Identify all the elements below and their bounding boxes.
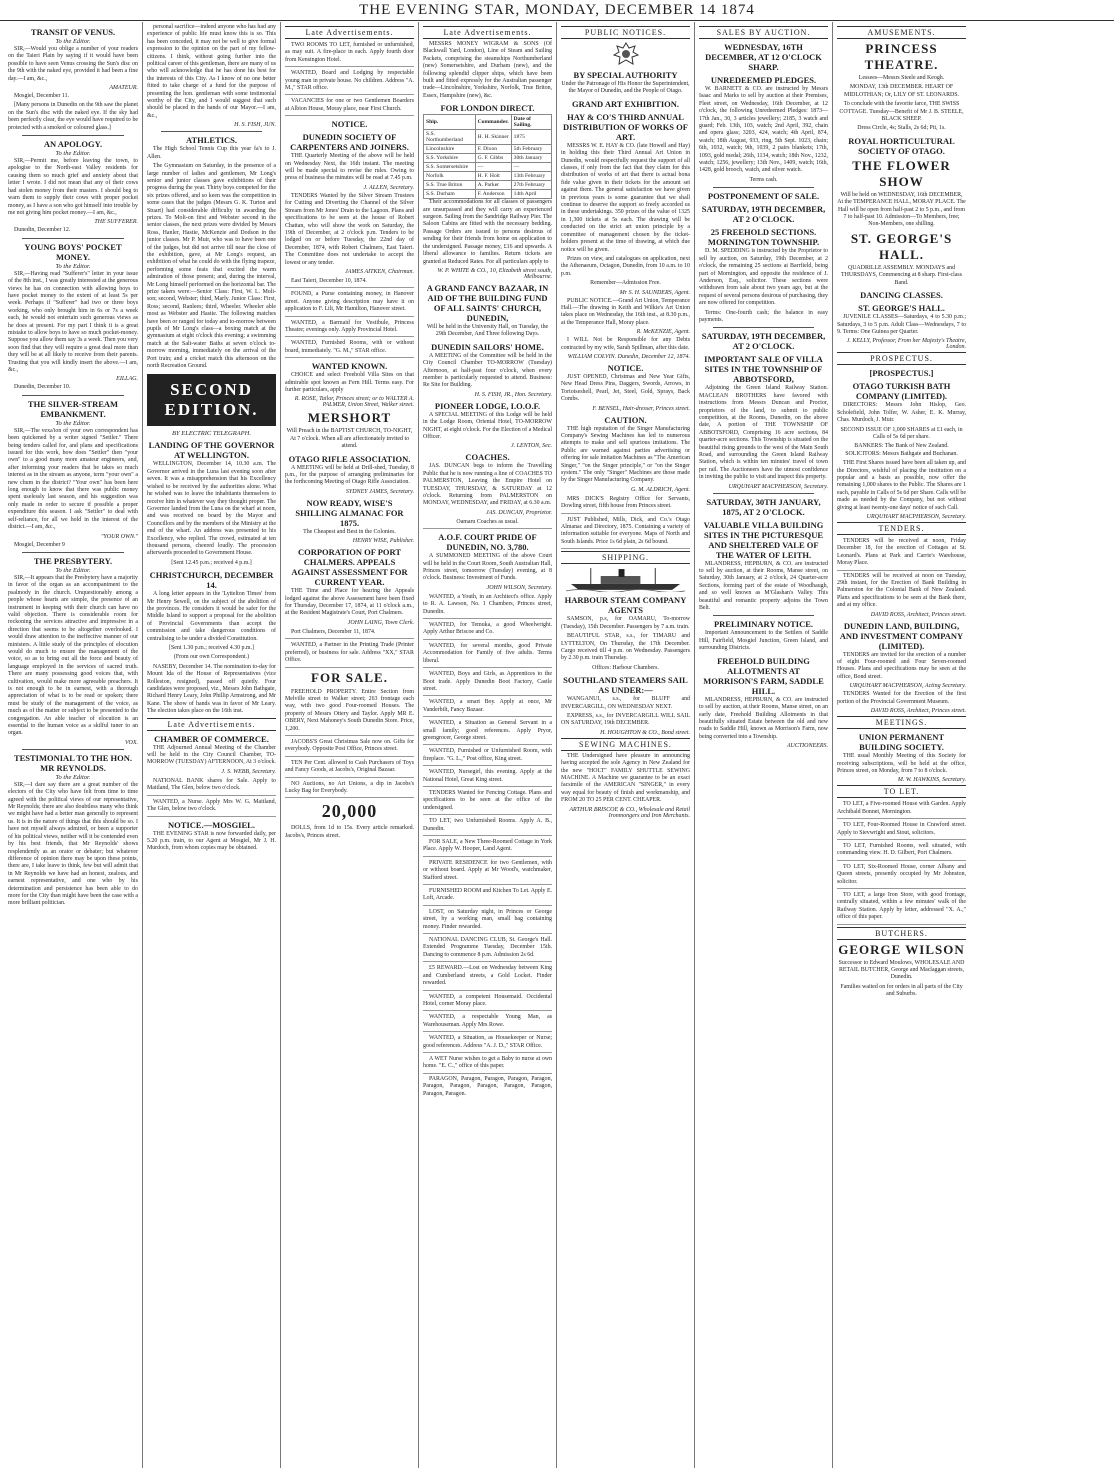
ad-body: Oamaru Coaches as usual.: [423, 518, 552, 529]
ad-display-title: MERSHORT: [307, 410, 392, 426]
telegram-note: [Sent 1.30 p.m.; received 4.30 p.m.]: [169, 645, 254, 651]
divider: [713, 493, 814, 494]
signature: J. S. WEBB, Secretary.: [221, 768, 276, 775]
ad-title: OTAGO RIFLE ASSOCIATION.: [288, 453, 411, 464]
ad-title: ST. GEORGE'S HALL.: [858, 303, 945, 314]
ad-body: Terms: One-fourth cash; the balance in easy payments.: [699, 309, 828, 323]
ad-title: DUNEDIN SOCIETY OF CARPENTERS AND JOINERS.: [290, 132, 409, 153]
ad-body: D. M. SPEDDING is instructed by the Proprietor to sell by auction, on Saturday, 19th December, at 2 o'clock, the remaining 25 sections at Barrfield, being part of Mornington, and opposite the residence of J. Anderson, Esq., solicitor. These sections were withdrawn from sale about two years ago, but at the request of several persons desirous of purchasing, they are now offered for competition.: [699, 248, 828, 307]
ad-body: WANTED, a Nurse. Apply Mrs W. G. Maitland, The Glen, below two o'clock.: [147, 798, 276, 817]
table-row: [424, 172, 552, 181]
column-7: [832, 22, 970, 1468]
ad-body: THE high reputation of the Singer Manufacturing Company's Sewing Machines has led to numerous attempts to make and sell spurious imitations. The Public are warned against parties advertising or offering for sale imitation Machines as "The American Singer," "on the Singer principle," or "on the Singer system." The only "Singer" Machines are those made by the Singer Manufacturing Company.: [561, 425, 690, 484]
table-cell: S.S. Northumberland: [424, 130, 476, 145]
ad-body: THE EVENING STAR is now forwarded daily, per 5.20 p.m. train, to our Agent at Mosgiel, Mr J. H. Murdoch, from whom copies may be obtained.: [147, 830, 276, 852]
article-subtitle: To the Editor.: [55, 419, 91, 427]
ad-title: HAY & CO'S THIRD ANNUAL DISTRIBUTION OF WORKS OF ART.: [563, 111, 688, 142]
ad-body: Prizes on view, and catalogues on application, next the Athenaeum, Octagon, Dunedin, from 10 a.m. to 10 p.m.: [561, 255, 690, 277]
ad-body: TO LET, Furnished Rooms, well situated, with commanding view. H. D. Gilbert, Port Chalmers.: [837, 842, 966, 861]
ad-title: FREEHOLD BUILDING ALLOTMENTS AT MORRISON'S FARM, SADDLE HILL.: [703, 655, 824, 696]
ad-title: GRAND ART EXHIBITION.: [572, 98, 679, 109]
letter-body: SIR,—Permit me, before leaving the town, to apologise to the North-east Valley residents for causing them so much grief and anxiety about that letter I wrote. I did not mean that any of their cows had stolen money from their masters. I should beg to warn them to supply their cows with proper pocket money, as I have a son who got himself into trouble by me not giving him pocket money.—I am, &c.,: [8, 158, 138, 216]
table-cell: 27th February: [511, 181, 551, 190]
signature: DAVID ROSS, Architect, Princes street.: [870, 611, 966, 618]
column-header: Ship.: [424, 115, 476, 130]
ad-body: MESSRS MONEY WIGRAM & SONS (Of Blackwall Yard, London), Line of Steam and Sailing Packets, comprising the steamships Northumberland (new) Somersetshire, and Durham (new), and the following splendid clipper ships, which have been built and fitted expressly for the Australian passenger trade—Lincolnshire, Yorkshire, Norfolk, True Briton, Essex, Hampshire (new), &c.: [423, 41, 552, 99]
ad-title: NOTICE.: [607, 362, 644, 373]
ad-body: THE Undersigned have pleasure in announcing having accepted the sole Agency in New Zealand for the new "HOLT" FAMILY SHUTTLE SEWING MACHINE. A Machine we guarantee to be an exact facsimile of the AMERICAN "SINGER," in every way equal for beauty of finish and workmanship, and FROM 20 TO 25 PER CENT. CHEAPER.: [561, 752, 690, 804]
table-cell: 13th February: [511, 172, 551, 181]
correspondent-note: (From our own Correspondent.): [173, 654, 250, 661]
table-cell: S.S. True Briton: [424, 181, 476, 190]
dateline: Port Chalmers, December 11, 1874.: [285, 628, 414, 639]
ad-body: NO Auctions, no Art Unions, a dip in Jacobs's Lucky Bag for Everybody.: [285, 780, 414, 799]
table-cell: Lincolnshire: [424, 145, 476, 154]
signature: DAVID ROSS, Architect, Princes street.: [870, 708, 966, 715]
ad-body: EXPRESS, s.s., for INVERCARGILL WILL SAIL ON SATURDAY, 19th DECEMBER.: [561, 712, 690, 727]
table-cell: —: [475, 163, 511, 172]
ad-body: Families waited on for orders in all parts of the City and Suburbs.: [840, 983, 963, 998]
section-header: TENDERS.: [837, 522, 966, 535]
ad-body: NATIONAL BANK shares for Sale. Apply to Maitland, The Glen, below two o'clock.: [147, 777, 276, 796]
signature: JAMES AITKEN, Chairman.: [345, 268, 414, 275]
ad-body: Will be held on WEDNESDAY, 16th DECEMBER, At the TEMPERANCE HALL, MORAY PLACE. The Hall will be open from half-past 2 to 5 p.m., and from 7 to half-past 10. Admission—To Members, free; Non-Members, one shilling.: [837, 191, 966, 228]
ad-body: TWO ROOMS TO LET, furnished or unfurnished, as may suit. A fire-place in each. Apply fourth door from Kensington Hotel.: [285, 41, 414, 67]
newspaper-columns: [4, 22, 1110, 1468]
ad-body: TO LET, a Five-roomed House with Garden. Apply Archibald Bonnet, Mornington.: [837, 800, 966, 819]
ad-body: TO LET, Six-Roomed House, corner Albany and Queen streets, presently occupied by Mr Johnston, solicitor.: [837, 863, 966, 889]
ad-body: WANTED, a competent Housemaid. Occidental Hotel, corner Moray place.: [423, 993, 552, 1012]
signature: H. S. FISH, JUN.: [234, 122, 276, 129]
signature: THE SUFFERER.: [94, 219, 138, 226]
ad-title: NOTICE.: [331, 119, 368, 130]
ad-title: A GRAND FANCY BAZAAR, IN AID OF THE BUILDING FUND OF ALL SAINTS' CHURCH, DUNEDIN,: [426, 282, 549, 323]
signature: VOX.: [125, 739, 138, 746]
signature: JOHN WILSON, Secretary.: [486, 584, 552, 591]
ad-body: WANTED, a Situation, as Housekeeper or Nurse; good references. Address "A. J. D.," STAR Office.: [423, 1034, 552, 1053]
ad-body: Important Announcement to the Settlers of Saddle Hill, Fairfield, Mosgiel Junction, Green Island, and surrounding Districts.: [699, 630, 828, 652]
article-body: The High School Tennis Cup this year fa's to J. Allen.: [147, 146, 276, 160]
table-cell: 30th January: [511, 154, 551, 163]
signature: R. McKENZIE, Agent.: [636, 329, 690, 336]
dateline: Mosgiel, December 11.: [14, 93, 70, 100]
masthead: [0, 0, 1114, 21]
ad-title: CORPORATION OF PORT CHALMERS. APPEALS AGAINST ASSESSMENT FOR CURRENT YEAR.: [291, 547, 408, 588]
divider: [22, 395, 124, 396]
section-header: BUTCHERS.: [837, 927, 966, 940]
column-header: Commander.: [475, 115, 511, 130]
table-cell: F. Dixon: [475, 145, 511, 154]
ad-title: DANCING CLASSES.: [860, 290, 943, 301]
article-title: TRANSIT OF VENUS.: [30, 27, 116, 37]
ad-body: THE First Shares issued have been all taken up, and the Directors, wishful of placing the institution on a popular and a basis as possible, now offer the remaining 1,000 shares to the Public. The Shares are 1 each, payable in Calls of 5s 6d per Share. Calls will be made as needed by the Company, but not without giving at least twenty-one days' notice of such Call.: [837, 460, 966, 511]
ad-body: A SPECIAL MEETING of this Lodge will be held in the Lodge Room, Oriental Hotel, TO-MORROW NIGHT, at eight o'clock. For the Election of a Medical Officer.: [423, 411, 552, 440]
letter-body: SIR,—It appears that the Presbytery have a majority in favor of the organ as an accompaniment to the psalmody in the church. Unquestionably among a people whose hearts are simple, the presence of an instrument in keeping with their church can have no valid objection. There is considerable room for reckoning the services attractive and impressive in a direction that seems to be altogether overlooked. I would draw attention to the ineffective manner of our ministers. A little study of the principles of elocution would do much to ensure the management of the voice, so as to bring out all the force and beauty of language employed in the services of sacred truth. There are many possessing good voices that, with cultivation, would make more agreeable preachers. It is not enough to be in earnest, with a thorough appreciation of what is to be read or spoken; there must be study of the management of the voice, as much as of the matter or subject to be presented to the congregation. An able teacher of elocution is an essential to the human voice as a skilful tuner to an organ.: [8, 574, 138, 737]
ad-body: WANTED, a Partner in the Printing Trade (Printer preferred), or business for sale. Address "XX," STAR Office.: [285, 641, 414, 667]
signature: AMATEUR.: [109, 85, 138, 92]
ad-display-title: THE FLOWER SHOW: [852, 157, 951, 189]
section-header: AMUSEMENTS.: [837, 26, 966, 39]
column-6: [694, 22, 832, 1468]
article-title: THE PRESBYTERY.: [33, 555, 113, 566]
ad-title: PIONEER LODGE, I.O.O.F.: [434, 400, 541, 411]
ad-body: FURNISHED ROOM and Kitchen To Let. Apply E. Loft, Arcade.: [423, 887, 552, 906]
ad-body: Remember—Admission Free.: [590, 280, 661, 287]
ad-title: SATURDAY, 19TH DECEMBER, AT 2 O'CLOCK.: [701, 331, 826, 352]
ad-display-title: PRINCESS THEATRE.: [864, 41, 939, 72]
column-4: [418, 22, 556, 1468]
ad-body: THE Adjourned Annual Meeting of the Chamber will be held in the City Council Chamber, TO-MORROW (TUESDAY) AFTERNOON, At 3 o'clock.: [147, 744, 276, 766]
signature: J. KELLY, Professor, From her Majesty's Theatre, London.: [846, 338, 966, 351]
ad-body: TO LET, a large Iron Store, with good frontage, centrally situated, within a few minutes' walk of the Railway Station. Apply by letter, addressed "X. A.," office of this paper.: [837, 891, 966, 925]
signature: WILLIAM COLVIN. Dunedin, December 12, 1874.: [567, 353, 690, 360]
ad-body: SECOND ISSUE OF 1,000 SHARES at £1 each, in Calls of 5s 6d per share.: [840, 426, 963, 440]
ad-display-number: 20,000: [321, 801, 378, 822]
divider: [713, 187, 814, 188]
ad-display-title: GEORGE WILSON: [838, 941, 965, 957]
ad-body: WANTED, for several months, good Private Accommodation for Family of five adults. Terms liberal.: [423, 642, 552, 668]
ad-body: TEN Per Cent. allowed to Cash Purchasers of Toys and Fancy Goods, at Jacobs's, Original Bazaar.: [285, 759, 414, 778]
ad-body: MRS DICK'S Registry Office for Servants, Dowling street, fifth house from Princes street.: [561, 495, 690, 514]
article-subtitle: To the Editor.: [55, 773, 91, 781]
ad-title: FOR LONDON DIRECT.: [440, 103, 535, 114]
ad-body: WANTED, a Situation as General Servant in a small family; good references. Apply Pryor, greengrocer, George street.: [423, 719, 552, 745]
table-header-row: [424, 115, 552, 130]
ad-title: ROYAL HORTICULTURAL SOCIETY OF OTAGO.: [848, 135, 955, 156]
signature: URQUHART MACPHERSON, Acting Secretary.: [849, 683, 966, 690]
ad-body: QUADRILLE ASSEMBLY. MONDAYS and THURSDAYS, Commencing at 8 sharp. First-class Band.: [840, 264, 963, 286]
article-subtitle: To the Editor.: [55, 566, 91, 574]
ad-body: THE usual Monthly Meeting of this Society for receiving subscriptions, will be held at the office, Princes street, on Monday, from 7 to 8 o'clock.: [837, 753, 966, 774]
table-cell: 5th February: [511, 145, 551, 154]
ad-body: To conclude with the favorite farce, THE SWISS COTTAGE. Tuesday—Benefit of Mr J. B. STEELE, BLACK SHEEP.: [839, 101, 964, 123]
sailing-table: [423, 114, 552, 199]
table-cell: S.S. Yorkshire: [424, 154, 476, 163]
dateline: Mosgiel, December 9: [14, 541, 65, 548]
editor-note: [Many persons in Dunedin on the 9th saw the planet on the Sun's disc with the naked eye. If the sky had been perfectly clear, the eye would have required to be protected with a smoked or coloured glass.]: [8, 102, 138, 131]
signature: AUCTIONEERS.: [786, 743, 828, 750]
ad-body: JUST Published, Mills, Dick, and Co.'s Otago Almanac and Directory, 1875. Containing a variety of information suitable for everyone. Maps of North and South Islands. Price 1s 6d plain, 2s 6d bound.: [561, 516, 690, 550]
divider: [161, 131, 262, 132]
table-cell: G. F. Gibbs: [475, 154, 511, 163]
ad-title: UNION PERMANENT BUILDING SOCIETY.: [858, 732, 945, 753]
ad-title: SOUTHLAND STEAMERS SAIL AS UNDER:—: [563, 675, 688, 696]
divider: [713, 327, 814, 328]
letter-body: personal sacrifice—indeed anyone who has had any experience of public life must know this is so. This has been conceded, it may not be well to give formal expression to the opinion on the part of my fellow-citizens. I think, without going further into the political career of this gentleman, there are many of us who will acknowledge that he has done his best for the interests of this City. As I know of no one better fitted to take charge of a fund for the purpose of presenting the hon. gentleman with some testimonial worthy of the City, and I would suggest that such should be placed in the hands of our Mayor.—I am, &c.,: [147, 24, 276, 119]
ad-body: TENDERS are invited for the erection of a number of eight Four-roomed and Four Seven-roomed Houses. Plans and specifications may be seen at the office, Bond street.: [837, 651, 966, 680]
section-header: SALES BY AUCTION.: [699, 26, 828, 39]
divider: [22, 749, 124, 750]
ad-body: FOR SALE, a New Three-Roomed Cottage in York Place. Apply W. Hooper, Land Agent.: [423, 838, 552, 857]
ad-title: IMPORTANT SALE OF VILLA SITES IN THE TOWNSHIP OF ABBOTSFORD,: [704, 354, 823, 385]
ad-body: Will be held in the University Hall, on Tuesday, the 29th December, And Three following Days.: [426, 323, 549, 338]
signature: "YOUR OWN.": [100, 533, 138, 540]
table-cell: 14th April: [511, 190, 551, 199]
column-header: Date of Sailing.: [511, 115, 551, 130]
table-cell: F. Anderson: [475, 190, 511, 199]
ad-body: TENDERS will be received at noon on Tuesday, 29th instant, for the Erection of Bank Building in Palmerston for the Colonial Bank of New Zealand. Plans and specifications to be seen at the Bank there, and at my office.: [837, 572, 966, 609]
ad-body: PARAGON, Paragon, Paragon, Paragon, Paragon, Paragon, Paragon, Paragon, Paragon, Paragon, Paragon, Paragon.: [423, 1075, 552, 1097]
ad-body: TENDERS will be received at noon, Friday December 18, for the erection of Cottages at St. Leonard's. Plans at Park and Carrie's Warehouse, Moray Place.: [837, 537, 966, 571]
ad-body: TENDERS Wanted by the Silver Stream Trustees for Cutting and Diverting the Channel of the Silver Stream from Mr Jones' Drain to the Lagoon. Plans and specifications to be seen at the house of Robert Chattan, who will show the work on Saturday, the 19th of December, at 2 o'clock p.m. Tenders to be lodged on or before Tuesday, the 22nd day of December, 1874, with Robert Chalmers, East Taieri. The Committee does not undertake to accept the lowest or any tender.: [285, 192, 414, 266]
ad-body: FREEHOLD PROPERTY. Entire Section from Melville street to Walker street; 263 frontage each way, with two good Four-roomed Houses. The property of Messrs Ottery and Taylor. Apply MR E. OBERY, Next Mahoney's South Dunedin Store. Price, 1,200.: [285, 688, 414, 736]
table-cell: —: [511, 163, 551, 172]
section-header: SEWING MACHINES.: [561, 738, 690, 751]
ad-body: W. BARNETT & CO. are instructed by Messrs Isaac and Marks to sell by auction at their Premises, Fleet street, on Wednesday, 16th December, at 12 o'clock, the following Unredeemed Pledges: 1873—17th Jan., 30, 3 articles jewellery; 2185, 3 watch and guard; Feb. 13th, 103, watch; 2nd April, 392, chain and opera glass; 3203, 424, watch; 4th April, 874, watch; 18th August, 933, ring, 5th Sept. 1023, chain; 6th, 1032, watch; 9th, 1039, 2 pairs blankets; 17th, 1093, gold medal; 26th, 1134, watch; 18th Nov., 1232, watch; 1256, jewellery; 13th Nov., 1409, watch; 16th, 1428, gold brooch, watch, and silver watch.: [699, 86, 828, 174]
ad-body: CHOICE and select Freehold Villa Sites on that admirable spot known as Fern Hill. Terms easy. For further particulars, apply: [285, 372, 414, 393]
ad-body: MESSRS W. E. HAY & CO. (late Howell and Hay) in holding this their Third Annual Art Union in Dunedin, would respectfully request the support of all classes, if only from the fact that they claim for this distribution of works of art that there is actual bona fide value given in their tickets for the amount set against them. The general satisfaction we have given in previous years is some guarantee that we shall continue to deserve the support so freely accorded us in these undertakings. 350 prizes of the value of 1325 in 1,300 tickets at 5s each. The drawing will be conducted on the strict art union principle by a committee of management chosen by the ticket-holders present at the time of drawing, at which due notice will be given.: [561, 142, 690, 253]
ad-body: Lessees—Messrs Steele and Keogh.: [858, 75, 945, 81]
telegram-note: [Sent 12.45 p.m.; received 4 p.m.]: [171, 559, 252, 566]
masthead-title: THE EVENING STAR, MONDAY, DECEMBER 14 1874: [359, 2, 755, 18]
section-header: MEETINGS.: [837, 716, 966, 729]
article-title: TESTIMONIAL TO THE HON. MR REYNOLDS.: [13, 752, 133, 773]
ad-body: DIRECTORS: Messrs John Hislop, Geo. Scholefield, John Tolfer, W. Asher, E. K. Murray, Chas. Murdoch, J. Muir.: [837, 402, 966, 424]
ad-body: Will Preach in the BAPTIST CHURCH, TO-NIGHT, At 7 o'clock. When all are affectionately invited to attend.: [286, 428, 413, 450]
ad-body: A WET Nurse wishes to get a Baby to nurse at own home. "E. C.," office of this paper.: [423, 1055, 552, 1074]
ad-title: SATURDAY, 19TH DECEMBER, AT 2 O'CLOCK.: [701, 204, 826, 225]
ad-title: A.O.F. COURT PRIDE OF DUNEDIN, NO. 3,780.: [438, 532, 537, 553]
ad-body: PUBLIC NOTICE.—Grand Art Union, Temperance Hall.—The drawing in Keith and Wilkie's Art Union takes place on Wednesday, the 16th inst., at 8.30 p.m., at the Temperance Hall, Moray place.: [561, 297, 690, 326]
table-cell: H. H. Skinner: [475, 130, 511, 145]
ad-body: WANTED, a smart Boy. Apply at once, Mr Vanderbilt, Fancy Bazaar.: [423, 698, 552, 717]
signature: R. ROSE, Tailor, Princes street; or to WALTER A. PALMER, Union Street, Walker street.: [294, 396, 414, 409]
section-header: Late Advertisements.: [147, 718, 276, 731]
article-body: The Gymnasium on Saturday, in the presence of a large number of ladies and gentlemen, Mr Long's senior and junior classes gave exhibitions of their progress during the year. Thirty boys competed for the six prizes offered, and so keen was the competition in some cases that the judges (Messrs G. K. Turton and Stuart) had considerable difficulty in awarding the prizes. To Moli-on first and Webster second in the senior classes, the next prizes were divided by Messrs Ross, Hanler, Hastie, McKenzie and Dodson in the junior classes. Mr P. Muir, who was to have been one of the judges, but did not arrive till near the close of the exhibition, gave, at Mr Long's request, an exhibition of what he could do with the flying trapeze, performing some feats that excited the warm admiration of those present; and, during the interval, Mr Long himself performed on the horizontal bar. The prize takers were:—Senior Class: First, W. L. Moli-son; second, Webster; third, Marly. Junior Class: First, Ross; second, Ranlees; third, Wheeler. Wheeler able most as Webster and Hastie. The following matches have been or ranged for today and to-morrow between pupils of Mr Long's class—a boxing match at the gymnasium at eight o'clock this evening; a swimming match at the Salt-water Baths at seven o'clock to-morrow morning, immediately on the arrival of the Port train; and a cricket match this afternoon on the north Recreation Ground.: [147, 163, 276, 370]
ad-body: TO LET, two Unfurnished Rooms. Apply A. B., Dunedin.: [423, 817, 552, 836]
signature: J. LENTON, Sec.: [510, 443, 552, 450]
ad-body: TENDERS Wanted for Fencing Cottage. Plans and specifications to be seen at the office of the undersigned.: [423, 789, 552, 815]
second-edition-banner: SECOND EDITION.: [147, 374, 276, 426]
ad-title: [PROSPECTUS.]: [869, 368, 934, 379]
ad-body: SAMSON, p.s, for OAMARU, To-morrow (Tuesday), 15th December. Passengers by 7 a.m. train.: [561, 616, 690, 630]
divider: [22, 552, 124, 553]
signature: HENRY WISE, Publisher.: [352, 538, 414, 545]
dateline: Dunedin, December 10.: [14, 384, 71, 391]
ad-title: DUNEDIN SAILORS' HOME.: [431, 341, 544, 352]
ad-title: OTAGO TURKISH BATH COMPANY (LIMITED).: [852, 381, 951, 402]
ad-title: 25 FREEHOLD SECTIONS. MORNINGTON TOWNSHIP.: [707, 227, 820, 248]
ad-body: Offices: Harbour Chambers.: [592, 664, 659, 671]
ad-body: Dress Circle, 4s; Stalls, 2s 6d; Pit, 1s.: [857, 125, 946, 132]
signature: M. W. HAWKINS, Secretary.: [897, 777, 966, 784]
table-cell: Norfolk: [424, 172, 476, 181]
signature: Mr S. H. SAUNDERS, Agent.: [619, 289, 690, 296]
table-row: [424, 163, 552, 172]
telegram-body: A long letter appears in the 'Lyttelton Times' from Mr Henry Sewell, on the subject of the abolition of the provinces. He considers it would be safer for the Middle Island to support a proposal for the abolition of Provincial Governments than accept the commission and take dangerous conditions of centralising to be under a divided Constitution.: [147, 591, 276, 642]
column-1: [4, 22, 142, 1468]
signature: EILLAG.: [116, 376, 138, 383]
article-title: ATHLETICS.: [185, 135, 238, 146]
ad-body: THE Quarterly Meeting of the above will be held on Wednesday Next, the 16th instant. The meeting will be made special to revise the rules. Owing to press of business the minutes will be read at 7.45 p.m.: [285, 153, 414, 182]
table-row: [424, 145, 552, 154]
ad-body: A MEETING will be held at Drill-shed, Tuesday, 8 p.m., for the purpose of arranging preliminaries for the forthcoming Meeting of Otago Rifle Association.: [285, 464, 414, 486]
ad-body: WANGANUI, s.s., for BLUFF and INVERCARGILL, ON WEDNESDAY NEXT.: [561, 696, 690, 710]
ad-body: THE Time and Place for hearing the Appeals lodged against the above Assessment have been fixed for Thursday, December 17, 1874, at 11 o'clock a.m., at the Resident Magistrate's Court, Port Chalmers.: [285, 588, 414, 617]
ad-title: WANTED KNOWN.: [311, 361, 388, 372]
ad-title: DUNEDIN LAND, BUILDING, AND INVESTMENT COMPANY (LIMITED).: [839, 620, 964, 651]
ad-body: WANTED, Furnished Rooms, with or without board, immediately. "G. M.," STAR office.: [285, 339, 414, 358]
ad-body: WANTED, a Barmaid for Vestibule, Princess Theatre; evenings only. Apply Provincial Hotel.: [285, 319, 414, 338]
ad-body: Terms cash.: [749, 176, 778, 183]
ad-title: SATURDAY, 30TH JANUARY, 1875, AT 2 O'CLOCK.: [706, 496, 821, 517]
byline: BY ELECTRIC TELEGRAPH.: [172, 430, 251, 438]
ad-body: DOLLS, from 1d to 15s. Every article remarked. Jacobs's, Princes street.: [285, 825, 414, 839]
ad-title: UNREDEEMED PLEDGES.: [710, 75, 817, 85]
dateline: East Taieri, December 10, 1874.: [285, 277, 414, 288]
ad-title: WEDNESDAY, 16TH DECEMBER, AT 12 O'CLOCK SHARP.: [705, 42, 822, 72]
article-subtitle: To the Editor.: [55, 150, 91, 158]
ad-title: HARBOUR STEAM COMPANY AGENTS: [564, 595, 687, 616]
ad-body: WANTED, Boys and Girls, as Apprentices to the Boot trade. Apply Dunedin Boot Factory, Castle street.: [423, 670, 552, 696]
table-cell: S.S. Durham: [424, 190, 476, 199]
signature: F. BENSEL, Hair-dresser, Princes street.: [592, 405, 690, 412]
divider: [22, 135, 124, 136]
ad-body: BANKERS: The Bank of New Zealand. SOLICITORS: Messrs Bathgate and Buchanan.: [845, 443, 958, 457]
ad-body: WANTED, Nursegirl, this evening. Apply at the National Hotel, Great King street.: [423, 768, 552, 787]
letter-body: SIR,—I dare say there are a great number of the electors of the City who have felt from time to time agreed with the political views of our representative, Mr Reynolds; there are also doubtless many who think we might have had a better man generally to represent us. It is in the nature of things that this should be so. I have not myself always admired, or been a supporter of his political views, neither will it be contended even by his best friends, that Mr Reynolds' shows resplendently as an orator or debater; but whatever difference of opinion there may be upon these points, there are, I take leave to think, few but will admit that in Mr Reynolds we have had an honest, zealous, and earnest representative, and one who by his determination and persistence has been able to do more for the City than might have been the case with a more brilliant politician.: [8, 781, 138, 907]
ad-display-title: ST. GEORGE'S HALL.: [850, 230, 953, 262]
ad-body: FOUND, a Purse containing money, in Hanover street. Anyone giving description may have it on application to F. Lilt, Mr Hamilton, Hanover street.: [285, 290, 414, 316]
signature: JAS. DUNCAN, Proprietor.: [486, 509, 552, 516]
steamship-icon: [561, 566, 690, 592]
table-row: [424, 190, 552, 199]
section-header: SHIPPING.: [561, 551, 690, 564]
ad-title: CAUTION.: [604, 414, 647, 425]
ad-body: JAS. DUNCAN begs to inform the Travelling Public that he is now running a line of COACHES TO PALMERSTON, Leaving the Empire Hotel on TUESDAY, THURSDAY, & SATURDAY at 12 o'clock. Returning from PALMERSTON on MONDAY, WEDNESDAY, and FRIDAY, at 6.30 a.m.: [423, 463, 552, 507]
ad-body: Successor to Edward Moulows, WHOLESALE AND RETAIL BUTCHER, George and Maclaggan streets, Dunedin.: [838, 959, 965, 981]
ad-body: The Cheapest and Best in the Colonies.: [303, 528, 396, 535]
ad-body: Under the Patronage of His Honor the Superintendent, the Mayor of Dunedin, and the People of Otago.: [561, 81, 690, 95]
article-title: THE SILVER-STREAM EMBANKMENT.: [27, 398, 119, 419]
signature: G. M. ALDRICH, Agent.: [631, 486, 690, 493]
ad-body: WANTED, Furnished or Unfurnished Room, with fireplace. "G. L.," Post office, King street.: [423, 747, 552, 766]
ad-body: JUST OPENED, Christmas and New Year Gifts, New Head Dress Pins, Daggers, Swords, Arrows, in Tortoiseshell, Pearl, Jet, Steel, Gold, Sprays, Back Combs.: [561, 373, 690, 403]
ad-body: TENDERS Wanted for the Erection of the first portion of the Provincial Government Museum.: [837, 691, 966, 705]
ad-body: Adjoining the Green Island Railway Station. MACLEAN BROTHERS have favored with instructions from Messrs Duncan and Proctor, proprietors of the land, to submit to public competition, at the Rooms, Dunedin, on the above date, A portion of THE TOWNSHIP OF ABBOTSFORD, Comprising 16 acre sections, 84 quarter-acre sections. This Township is situated on the beautiful rising grounds to the west of the Main South Road, and surrounding the Green Island Railway Station, which is within ten minutes' travel of town per rail. The Auctioneers have the utmost confidence in inviting the public to visit and inspect this property.: [699, 385, 828, 481]
ad-body: A MEETING of the Committee will be held in the City Council Chamber TO-MORROW (Tuesday) Afternoon, at half-past four o'clock, when every member is particularly requested to attend. Business: Re Site for Building.: [423, 352, 552, 389]
article-title: LANDING OF THE GOVERNOR AT WELLINGTON.: [148, 440, 275, 461]
ad-body: WANTED, for Temuka, a good Wheelwright. Apply Arthur Briscoe and Co.: [423, 621, 552, 640]
ad-body: Their accommodations for all classes of passengers are unsurpassed and they will carry an experienced surgeon. Sailing from the Sandridge Railway Pier. The Saloon Cabins are fitted with the necessary bedding. Passage Orders are issued to persons desirous of sending for their friends from home on application to the undersigned. Passage money, £16 and upwards. A liberal allowance to families. Return tickets are granted at Reduced Rates. For all particulars apply to: [423, 199, 552, 265]
ad-title: COACHES.: [465, 452, 510, 463]
ad-body: WANTED, a Youth, in an Architect's office. Apply to R. A. Lawson, No. 1 Chambers, Princes street, Dunedin.: [423, 593, 552, 619]
table-cell: 1875: [511, 130, 551, 145]
ad-display-title: FOR SALE.: [311, 669, 388, 685]
section-header: Late Advertisements.: [285, 26, 414, 39]
signature: H. S. FISH, JR., Hon. Secretary.: [474, 391, 552, 398]
ad-body: A SUMMONED MEETING of the above Court will be held in the Court Room, South Australian Hall, Princes street, tomorrow (Tuesday) evening, at 8 o'clock. Business: Investment of Funds.: [423, 553, 552, 582]
table-cell: H. F. Holt: [475, 172, 511, 181]
ad-body: JACOBS'S Great Christmas Sale now on. Gifts for everybody. Opposite Post Office, Princes street.: [285, 738, 414, 757]
ad-title: BY SPECIAL AUTHORITY: [573, 70, 678, 80]
ad-body: WANTED, Board and Lodging by respectable young man in private house. No children. Address "A. M.," STAR office.: [285, 69, 414, 95]
divider: [22, 238, 124, 239]
section-header: TO LET.: [837, 785, 966, 798]
ad-body: MLANDRESS, HEPBURN, & CO. are instructed to sell by auction, at their Rooms, Manse street, on an early date, Freehold Building Allotments in that beautifully situated Estate between the old and new roads to Saddle Hill, known as Morrison's Farm, now being converted into a Township.: [699, 696, 828, 740]
signature: JOHN LAING, Town Clerk.: [347, 619, 414, 626]
table-cell: A. Parker: [475, 181, 511, 190]
telegram-body: WELLINGTON, December 14, 10.30 a.m. The Governor arrived in the Luna last evening soon after seven. It was a misapprehension that his Excellency wished to be received by the authorities alone. What he wished was to leave the inhabitants themselves to receive him in whatever way they thought proper. The Governor landed from the Luna on the wharf at noon, and was received on board by the Mayor and Councillors and by the members of the Ministry at the end of the wharf. An address was presented to his Excellency, who replied. The crowd, estimated at ten thousand persons, cheered loudly. The procession afterwards proceeded to Government House.: [147, 461, 276, 557]
ad-title: NOW READY, WISE'S SHILLING ALMANAC FOR 1875.: [295, 497, 404, 528]
article-subtitle: To the Editor.: [55, 262, 91, 270]
article-title: YOUNG BOYS' POCKET MONEY.: [24, 241, 122, 262]
section-header: PROSPECTUS.: [837, 352, 966, 365]
signature: SYDNEY JAMES, Secretary.: [345, 488, 414, 495]
ad-title: POSTPONEMENT OF SALE.: [707, 191, 820, 202]
column-2: [142, 22, 280, 1468]
letter-body: SIR,—The vexa'ion of your own correspondent has been quickened by a writer signed "Settler." There being tenders called for, and plans and specifications issued for this work, how does "Settler" then "your own" to a good many more amateur engineers, and, after informing your readers that he takes so much interest as in the stream as anyone, term "your own" a new chum in the district? "Your own" has been here long enough to know that there was public money spent uselessly last season, and his suggestion was only made in order to secure if possible a proper expenditure this season. I ask "Settler" to deal with self-reliance, for all we hold in the interest of the district.—I am, &c.,: [8, 427, 138, 531]
table-row: [424, 154, 552, 163]
dateline-title: CHRISTCHURCH, DECEMBER 14.: [149, 570, 274, 591]
article-subtitle: To the Editor.: [55, 38, 91, 45]
signature: URQUHART MACPHERSON, Secretary.: [866, 514, 966, 520]
letter-body: SIR,—Having read "Sufferer's" letter in your issue of the 8th inst., I was greatly interested at the generous views he has on connection with allowing boys to have pocket money to the extent of at least 5s per week. Perhaps if "Sufferer" had two or three boys working, who only brought him in 6s or 7s a week each, he would not entertain such generous views as he does at present. For my part I think it is a great mistake to allow boys to have so much pocket-money. Suppose you allow them say 3s a week. Then you very soon find that they will require a great deal more than they will be at all likely to receive from their parents. Trusting that you will kindly insert the above.—I am, &c.,: [8, 270, 138, 373]
signature: ARTHUR BRISCOE & CO., Wholesale and Retail Ironmongers and Iron Merchants.: [569, 806, 690, 819]
signature: URQUHART MACPHERSON, Secretary.: [728, 483, 828, 490]
royal-crest-icon: [611, 41, 641, 67]
table-row: [424, 181, 552, 190]
signature: W. P. WHITE & CO., 10, Elizabeth street south, Melbourne.: [437, 267, 552, 280]
ad-body: WANTED, a respectable Young Man, as Warehouseman. Apply Mrs Rowe.: [423, 1013, 552, 1032]
section-header: Late Advertisements.: [423, 26, 552, 39]
ad-body: PRIVATE RESIDENCE for two Gentlemen, with or without board. Apply at Mr Wood's, watchmaker, Stafford street.: [423, 859, 552, 885]
ad-body: MLANDRESS, HEPBURN, & CO. are instructed to sell by auction, at their Rooms, Manse street, on Saturday, 30th January, at 2 o'clock, 24 Quarter-acre Sections, forming part of the estate of Woodhaugh, and so well known as M'Glashan's Valley. This beautiful and romantic property adjoins the Town Belt.: [699, 560, 828, 612]
table-cell: S.S. Somersetshire: [424, 163, 476, 172]
column-5: [556, 22, 694, 1468]
ad-body: MONDAY, 13th DECEMBER. HEART OF MIDLOTHIAN; Or, LILY OF ST. LEONARDS.: [843, 84, 959, 98]
ad-body: VACANCIES for one or two Gentlemen Boarders at Albion House, Moray place, near First Church.: [285, 97, 414, 116]
article-title: AN APOLOGY.: [43, 139, 103, 150]
ad-body: LOST, on Saturday night, in Princes or George street, by a working man, small bag containing money. Finder rewarded.: [423, 908, 552, 934]
ad-body: JUVENILE CLASSES—Saturdays, 4 to 5.30 p.m.; Saturdays, 3 to 5 p.m. Adult Class—Wednesdays, 7 to 9. Terms: One Guinea per Quarter.: [837, 314, 966, 335]
telegram-body: NASEBY, December 14. The nomination to-day for Mount Ida of the House of Representatives (vice Rolleston, resigned), passed off quietly. Four candidates were proposed, viz., Messrs John Bathgate, Richard Henry Leary, John Phillip Armstrong, and Mr Kane. The show of hands was in favor of Mr Leary. The election takes place on the 16th inst.: [147, 663, 276, 715]
ad-title: CHAMBER OF COMMERCE.: [154, 733, 269, 744]
ad-body: £5 REWARD.—Lost on Wednesday between King and Cumberland streets, a Gold Locket. Finder rewarded.: [423, 964, 552, 990]
divider: [713, 615, 814, 616]
ad-body: BEAUTIFUL STAR, s.s., for TIMARU and LYTTELTON, On Thursday, the 17th December. Cargo received till 4 p.m. on Wednesday. Passengers by 2.30 p.m. train Thursday.: [561, 633, 690, 662]
signature: J. ALLEN, Secretary.: [363, 184, 414, 191]
column-3: [280, 22, 418, 1468]
signature: H. HOUGHTON & CO., Bond street.: [600, 729, 690, 736]
ad-body: TO LET, Four-Roomed House in Crawford street. Apply to Sievwright and Stout, solicitors.: [837, 821, 966, 840]
ad-title: PRELIMINARY NOTICE.: [713, 619, 814, 630]
section-header: PUBLIC NOTICES.: [561, 26, 690, 39]
ad-title: NOTICE.—MOSGIEL.: [168, 819, 255, 830]
dateline: Dunedin, December 12.: [14, 227, 71, 234]
ad-body: I WILL Not be Responsible for any Debts contracted by my wife, Sarah Spillman, after this date.: [561, 337, 690, 351]
table-row: [424, 130, 552, 145]
letter-body: SIR,—Would you oblige a number of your readers on the Taieri Plain by saying if it would have been possible to have seen Venus crossing the Sun's disc on the 9th with the naked eye, provided it had been a fine day.—I am, &c.,: [8, 46, 138, 82]
ad-body: NATIONAL DANCING CLUB, St. George's Hall. Extended Programme Tuesday, December 15th. Dancing to commence 8 p.m. Admission 2s 6d.: [423, 936, 552, 962]
ad-title: VALUABLE VILLA BUILDING SITES IN THE PICTURESQUE AND SHELTERED VALE OF THE WATER OF LEITH.: [703, 519, 824, 560]
